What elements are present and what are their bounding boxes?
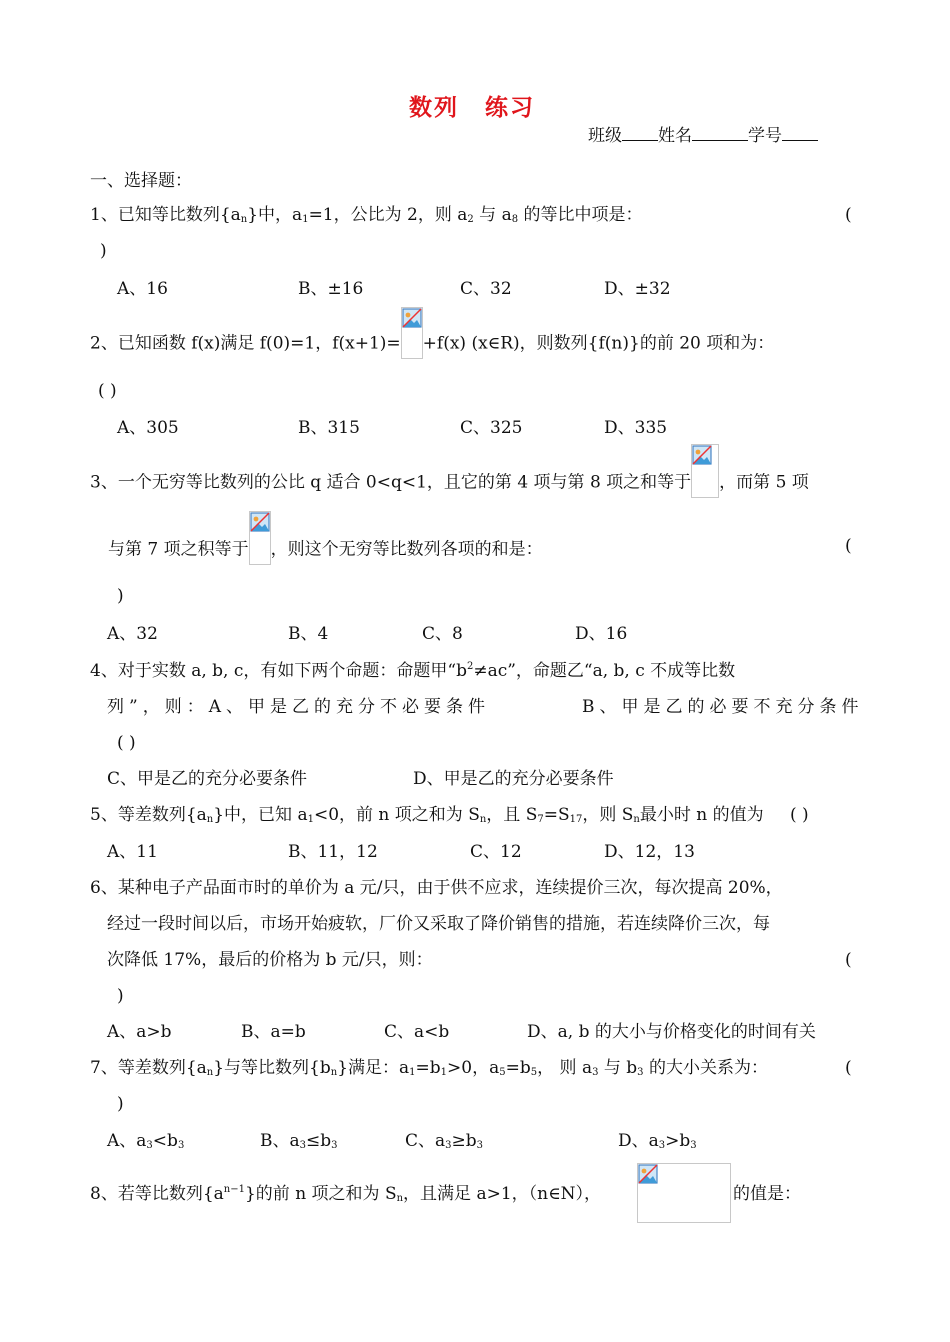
q5-text: 最小时 n 的值为 [639,805,764,825]
q4-text: 4、对于实数 a, b, c，有如下两个命题：命题甲“b [90,661,467,681]
class-blank[interactable] [622,124,658,141]
q7-text: 的大小关系为： [643,1058,768,1078]
q7-text: }与等比数列{b [213,1058,331,1078]
q7-text: >0，a [447,1058,500,1078]
q7-option-d[interactable] [618,1130,697,1152]
q8-text: 8、若等比数列{a [90,1184,224,1204]
q7-text: 7、等差数列{a [90,1058,207,1078]
q7-option-c-label: C、a [405,1131,446,1151]
q7-option-b[interactable] [260,1130,338,1152]
q3-text: ，而第 5 项 [719,472,809,493]
q7-sub: 5 [530,1067,538,1078]
q1-text: =1，公比为 2，则 a [308,205,468,225]
q5-sub: n [479,814,487,825]
question-2 [90,329,774,359]
question-3-line-1 [90,468,809,498]
page-title [409,94,535,121]
q5-text: ，且 S [486,805,538,825]
q6-answer-paren-open: ( [845,950,852,970]
question-6-line-1: 6、某种电子产品面市时的单价为 a 元/只，由于供不应求，连续提价三次，每次提高 20%， [90,878,783,898]
q3-formula-image-2 [249,511,271,565]
q4-sup: 2 [466,661,474,672]
q4-option-b[interactable]: B、甲是乙的必要不充分条件 [582,697,864,717]
q7-sub: 3 [637,1067,644,1078]
q5-text: }中，已知 a [213,805,308,825]
q2-text: +f(x) (x∈R)，则数列{f(n)}的前 20 项和为： [422,333,775,354]
q7-option-a[interactable] [107,1130,184,1152]
q2-option-b[interactable]: B、315 [298,418,360,438]
q3-answer-paren-open: ( [845,536,852,556]
q7-sub: 5 [499,1067,506,1078]
q7-option-b-label: B、a [260,1131,300,1151]
q7-option-sub: 3 [658,1140,666,1151]
q3-formula-image-1 [691,444,719,498]
q3-answer-paren-close: ) [117,586,124,606]
image-placeholder-icon [638,1164,658,1184]
q6-option-b[interactable]: B、a=b [241,1022,306,1042]
q1-text: }中，a [247,205,303,225]
question-7 [90,1057,768,1079]
q7-option-sub: 3 [177,1140,185,1151]
q7-sub: n [330,1067,338,1078]
q2-option-d[interactable]: D、335 [604,418,668,438]
q3-text: 与第 7 项之积等于 [108,539,249,560]
q7-text: }满足：a [337,1058,410,1078]
q1-text: 1、已知等比数列{a [90,205,241,225]
q3-text: ，则这个无穷等比数列各项的和是： [270,539,543,560]
q7-option-sub: 3 [690,1140,697,1151]
q5-option-a[interactable]: A、11 [107,842,158,862]
q5-sub: n [206,814,214,825]
q7-text: ， 则 a [537,1058,593,1078]
q7-option-c-rel: ≥b [451,1131,477,1151]
question-4-line-1 [90,660,735,682]
q7-option-sub: 3 [445,1140,452,1151]
class-label: 班级 [588,126,622,146]
question-5 [90,804,764,826]
q5-option-c[interactable]: C、12 [470,842,522,862]
number-blank[interactable] [782,124,818,141]
q7-sub: n [206,1067,214,1078]
q7-option-sub: 3 [146,1140,153,1151]
q8-text: ，且满足 a>1，（n∈N）， [403,1184,602,1204]
q4-option-c[interactable]: C、甲是乙的充分必要条件 [107,769,308,789]
q1-option-d[interactable]: D、±32 [604,279,671,299]
q7-option-sub: 3 [476,1140,484,1151]
q7-option-sub: 3 [299,1140,307,1151]
image-placeholder-icon [250,512,270,532]
q5-text: ，则 S [582,805,634,825]
q7-answer-paren-close: ) [117,1094,124,1114]
q7-sub: 1 [440,1067,448,1078]
title-part1: 数列 [409,94,459,121]
q6-option-c[interactable]: C、a<b [384,1022,450,1042]
number-label: 学号 [748,126,782,146]
q1-answer-paren-open: ( [845,205,852,225]
q1-answer-paren-close: ) [100,241,107,261]
q7-option-d-rel: >b [665,1131,691,1151]
q7-option-a-label: A、a [107,1131,147,1151]
q6-answer-paren-close: ) [117,986,124,1006]
q5-sub: 17 [569,814,583,825]
q7-option-c[interactable] [405,1130,483,1152]
q7-text: =b [415,1058,441,1078]
question-4-line-2: 列”，则：A、甲是乙的充分不必要条件 [107,697,490,717]
q1-option-a[interactable]: A、16 [117,279,168,299]
q7-sub: 3 [592,1067,599,1078]
q5-text: 5、等差数列{a [90,805,207,825]
q2-answer-paren: ( ) [98,381,117,401]
q8-sup: n−1 [223,1184,245,1195]
q2-formula-image [401,307,423,359]
question-6-line-2: 经过一段时间以后，市场开始疲软，厂价又采取了降价销售的措施，若连续降价三次，每 [107,914,770,934]
q7-option-sub: 3 [331,1140,338,1151]
q1-sub: 1 [302,214,309,225]
image-placeholder-icon [402,308,422,328]
name-blank[interactable] [692,124,748,141]
q7-option-a-rel: <b [152,1131,178,1151]
q1-text: 的等比中项是： [518,205,643,225]
q8-text-end: 的值是： [733,1184,801,1204]
q7-option-b-rel: ≤b [306,1131,332,1151]
q4-answer-paren: ( ) [117,733,136,753]
q8-formula-image [637,1163,731,1223]
q8-text: }的前 n 项之和为 S [244,1184,397,1204]
q5-sub: 1 [307,814,314,825]
student-info [588,124,818,147]
q7-text: =b [505,1058,531,1078]
q5-option-d[interactable]: D、12，13 [604,842,695,862]
q1-option-c[interactable]: C、32 [460,279,512,299]
q7-option-d-label: D、a [618,1131,659,1151]
question-6-line-3: 次降低 17%，最后的价格为 b 元/只，则： [107,950,433,970]
question-8 [90,1183,601,1205]
image-placeholder-icon [692,445,712,465]
q5-option-b[interactable]: B、11，12 [288,842,378,862]
q3-option-a[interactable]: A、32 [107,624,158,644]
q3-option-b[interactable]: B、4 [288,624,329,644]
q5-sub: n [633,814,640,825]
q8-sub: n [396,1193,404,1204]
q5-sub: 7 [537,814,544,825]
q7-sub: 1 [409,1067,416,1078]
name-label: 姓名 [658,126,692,146]
q5-text: <0，前 n 项之和为 S [313,805,480,825]
q4-text: ≠ac”，命题乙“a, b, c 不成等比数 [473,661,736,681]
q5-answer-paren: ( ) [790,805,809,825]
question-3-line-2 [108,535,543,565]
q6-option-d[interactable]: D、a, b 的大小与价格变化的时间有关 [527,1022,816,1042]
q1-sub: 2 [467,214,474,225]
q3-option-d[interactable]: D、16 [575,624,628,644]
q3-option-c[interactable]: C、8 [422,624,463,644]
q7-text: 与 b [598,1058,638,1078]
title-part2: 练习 [485,94,535,121]
q1-sub: n [240,214,248,225]
q1-option-b[interactable]: B、±16 [298,279,364,299]
q3-text: 3、一个无穷等比数列的公比 q 适合 0<q<1，且它的第 4 项与第 8 项之和等于 [90,472,692,493]
q7-answer-paren-open: ( [845,1058,852,1078]
q1-text: 与 a [473,205,512,225]
q2-option-a[interactable]: A、305 [117,418,179,438]
section-heading: 一、选择题： [90,171,192,191]
q4-option-d[interactable]: D、甲是乙的充分必要条件 [413,769,614,789]
q2-text: 2、已知函数 f(x)满足 f(0)=1，f(x+1)= [90,333,401,354]
q6-option-a[interactable]: A、a>b [107,1022,172,1042]
question-1 [90,204,643,226]
q2-option-c[interactable]: C、325 [460,418,523,438]
q5-text: =S [543,805,570,825]
q1-sub: 8 [511,214,519,225]
